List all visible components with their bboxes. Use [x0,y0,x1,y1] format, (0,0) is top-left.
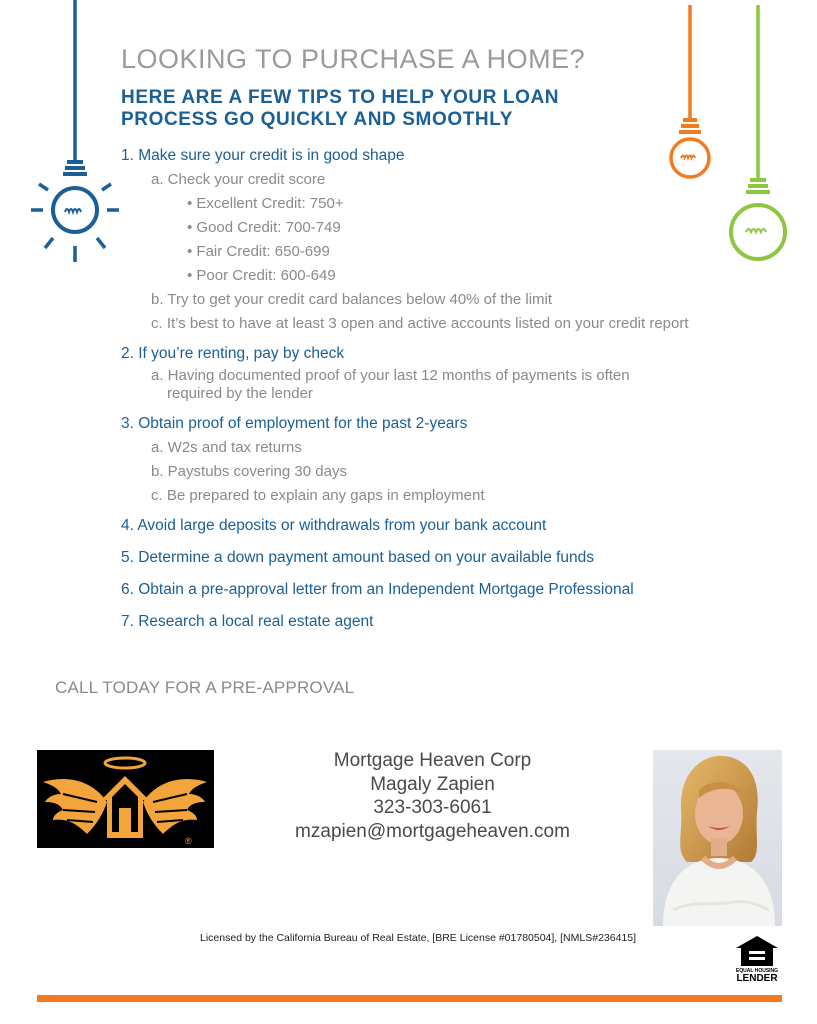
tip-heading: 4. Avoid large deposits or withdrawals from your bank account [121,517,547,534]
tip-subitem: b. Try to get your credit card balances below 40% of the limit [151,291,553,308]
tip-heading: 2. If you’re renting, pay by check [121,345,345,362]
credit-bullet: • Poor Credit: 600-649 [187,267,336,284]
tip-subitem: a. Having documented proof of your last 12 months of payments is often required by the lender [151,367,630,402]
tip-subitem: c. Be prepared to explain any gaps in employment [151,487,485,504]
phone-number[interactable]: 323-303-6061 [373,797,492,818]
equal-housing-text: EQUAL HOUSING [735,968,779,974]
tip-subitem: a. W2s and tax returns [151,439,302,456]
registered-mark: ® [185,836,192,846]
tip-item [121,146,741,336]
tip-heading: 7. Research a local real estate agent [121,613,374,630]
angel-house-logo [37,750,214,848]
credit-bullet: • Excellent Credit: 750+ [187,195,344,212]
tip-subitem: a. Check your credit score [151,171,326,188]
tips-list [121,146,741,632]
footer-bar [37,995,782,1002]
tip-subitem: b. Paystubs covering 30 days [151,463,347,480]
agent-name: Magaly Zapien [370,773,495,795]
tip-item [121,414,741,508]
tip-heading: 1. Make sure your credit is in good shape [121,147,405,164]
tip-heading: 6. Obtain a pre-approval letter from an Independent Mortgage Professional [121,581,634,598]
company-name: Mortgage Heaven Corp [333,750,532,771]
subtitle-line: HERE ARE A FEW TIPS TO HELP YOUR LOAN [121,87,560,108]
credit-bullet: • Fair Credit: 650-699 [187,243,330,260]
contact-info [270,749,595,843]
agent-photo [653,750,782,926]
tip-subitem: c. It’s best to have at least 3 open and active accounts listed on your credit report [151,315,689,332]
credit-bullet: • Good Credit: 700-749 [187,219,341,236]
tip-item [121,344,741,403]
email-address[interactable]: mzapien@mortgageheaven.com [295,820,570,842]
page-title: LOOKING TO PURCHASE A HOME? [121,44,586,74]
tip-heading: 3. Obtain proof of employment for the past 2-years [121,415,468,432]
page-subtitle [121,87,641,131]
lender-text: LENDER [736,973,778,984]
subtitle-line: PROCESS GO QUICKLY AND SMOOTHLY [121,109,513,130]
tip-heading: 5. Determine a down payment amount based on your available funds [121,549,595,566]
lightbulb-blue-icon [25,0,125,265]
equal-housing-icon [733,934,781,986]
license-text: Licensed by the California Bureau of Real Estate, [BRE License #01780504], [NMLS#236415] [200,932,637,944]
call-to-action: CALL TODAY FOR A PRE-APPROVAL [55,678,355,697]
